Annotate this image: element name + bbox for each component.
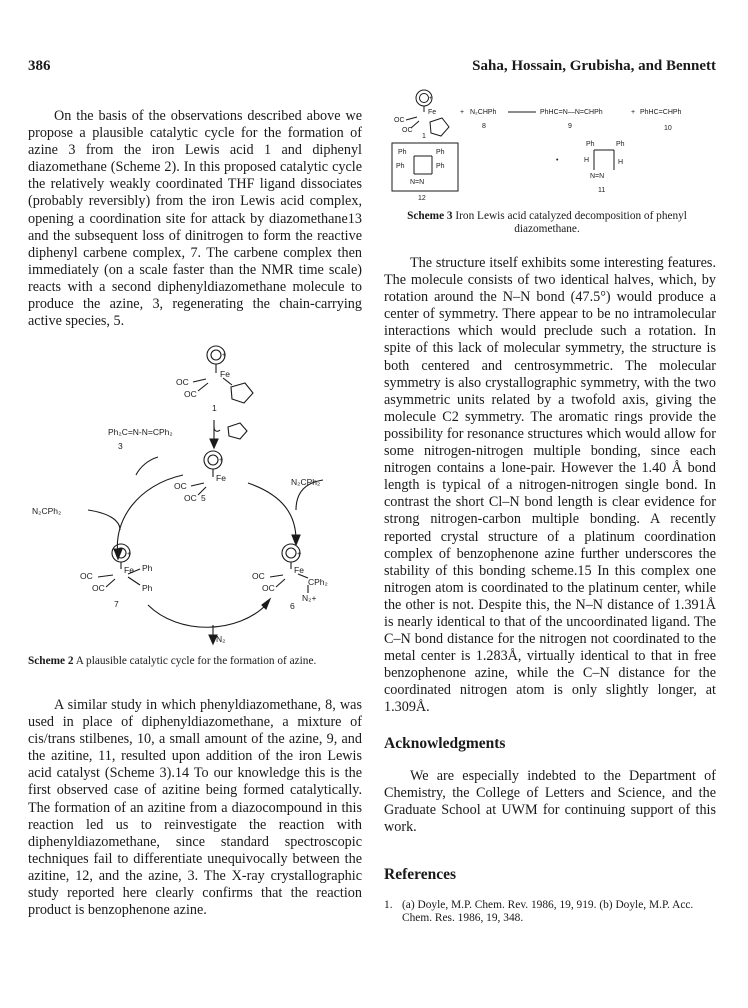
stilbene-formula: PhHC=CHPh bbox=[640, 109, 682, 116]
charge-label: + bbox=[219, 457, 224, 464]
caption-text: Iron Lewis acid catalyzed decomposition of phenyl diazomethane. bbox=[455, 210, 687, 235]
plus-sign: + bbox=[631, 109, 636, 116]
compound-number: 7 bbox=[114, 599, 119, 609]
right-column-top bbox=[384, 255, 716, 717]
nn-bond-label: N=N bbox=[410, 179, 425, 186]
paragraph-phenyldiazomethane: A similar study in which phenyldiazomethane, 8, was used in place of diphenyldiazomethane, a mixture of cis/trans stilbenes, 10, a small amount of the azine, 9, and the azitine, 11, resulted upon addition of the iron Lewis acid catalyst (Scheme 3).14 To our knowledge this is the first observed case of azitine being formed catalytically. The formation of an azitine from a diazocompound in this reaction led us to reinvestigate the reaction with diphenyldiazomethane, since standard spectroscopic techniques fail to differentiate unequivocally between the azitine, 12, and the azine, 3. The X-ray crystallographic study reported here clearly confirms that the reaction product is benzophenone azine. bbox=[28, 697, 362, 919]
paragraph-acknowledgments: We are especially indebted to the Department of Chemistry, the College of Letters and Science, and the Graduate School at UWM for continuing support of this work. bbox=[384, 768, 716, 836]
references-list bbox=[384, 899, 716, 925]
phenyl-label: Ph bbox=[398, 149, 407, 156]
left-column-bottom bbox=[28, 697, 362, 919]
caption-label: Scheme 2 bbox=[28, 655, 74, 667]
page-number: 386 bbox=[28, 58, 51, 74]
phenyl-label: Ph bbox=[142, 563, 153, 573]
compound-number: 1 bbox=[422, 133, 426, 140]
phenyl-label: Ph bbox=[142, 583, 153, 593]
co-label: OC bbox=[174, 481, 187, 491]
phenyl-label: Ph bbox=[396, 163, 405, 170]
charge-label: + bbox=[222, 352, 227, 359]
carbon-label: CPh₂ bbox=[308, 577, 328, 587]
phenyl-label: Ph bbox=[436, 149, 445, 156]
compound-number: 11 bbox=[598, 187, 606, 194]
acknowledgments-section bbox=[384, 768, 716, 836]
paragraph-catalytic-cycle: On the basis of the observations described above we propose a plausible catalytic cycle for the formation of azine 3 from the iron Lewis acid 1 and diphenyl diazomethane (Scheme 2). In this proposed catalytic cycle the relatively weakly coordinated THF ligand dissociates (probably reversibly) from the iron Lewis acid complex, opening a coordination site for attack by diazomethane13 and the subsequent loss of dinitrogen to form the reactive diphenyl carbene complex, 7. The carbene complex then immediately (on a scale faster than the NMR time scale) reacts with a second diphenyldiazomethane molecule to produce the azine, 3, regenerating the chain-carrying active species, 5. bbox=[28, 108, 362, 330]
reference-number: 1. bbox=[384, 899, 393, 911]
azine-formula: Ph₂C=N-N=CPh₂ bbox=[108, 427, 173, 437]
acknowledgments-heading: Acknowledgments bbox=[384, 735, 506, 752]
reference-text: (a) Doyle, M.P. Chem. Rev. 1986, 19, 919. (b) Doyle, M.P. Acc. Chem. Res. 1986, 19, 348. bbox=[402, 899, 694, 924]
compound-number: 10 bbox=[664, 125, 672, 132]
scheme-2-figure bbox=[28, 335, 368, 650]
scheme-2-caption bbox=[28, 655, 368, 668]
phenyl-label: Ph bbox=[436, 163, 445, 170]
co-label: OC bbox=[184, 389, 197, 399]
dinitrogen-label: N₂+ bbox=[302, 593, 317, 603]
reagent-formula: N₂CPh₂ bbox=[32, 506, 62, 516]
references-heading: References bbox=[384, 866, 457, 883]
compound-number: 1 bbox=[212, 403, 217, 413]
hydrogen-label: H bbox=[618, 159, 624, 166]
paragraph-structure: The structure itself exhibits some interesting features. The molecule consists of two identical halves, which, by rotation around the N–N bond (47.5°) would produce a center of symmetry. There appear to be no intramolecular interactions which would preclude such a rotation. In spite of this lack of molecular symmetry, the structure is both centered and centrosymmetric. The molecular symmetry is also crystallographic symmetry, with the two asymmetric units related by a twofold axis, giving the molecule C2 symmetry. The aromatic rings provide the possibility for resonance structures which would allow for some nitrogen-nitrogen multiple bonding, since each nitrogen contains a lone-pair. However the 1.40 Å bond length is typical of a nitrogen-nitrogen single bond. In contrast the short Cl–N bond length is clear evidence for strong nitrogen-carbon multiple bonding. A recently reported crystal structure of a platinum coordination complex of benzophenone azine further underscores the stability of this bonding scheme.15 In this complex one nitrogen atom is coordinated to the platinum center, while the other is not. Despite this, the N–N distance of 1.391Å is nearly identical to that of the uncoordinated ligand. The C–N bond distance for the nitrogen not coordinated to the metal center is 1.283Å, virtually identical to that in free benzophenone azine, while the C–N distance for the coordinated nitrogen atom is only slightly longer, at 1.309Å. bbox=[384, 255, 716, 716]
reagent-formula: N₂CHPh bbox=[470, 109, 497, 116]
caption-text: A plausible catalytic cycle for the formation of azine. bbox=[75, 655, 317, 667]
fe-label: Fe bbox=[220, 369, 230, 379]
dinitrogen-label: N₂ bbox=[216, 634, 226, 644]
caption-label: Scheme 3 bbox=[407, 210, 453, 222]
thf-ring-icon bbox=[430, 118, 449, 136]
reference-item bbox=[384, 899, 716, 925]
phenyl-label: Ph bbox=[616, 141, 625, 148]
co-label: OC bbox=[80, 571, 93, 581]
co-label: OC bbox=[394, 117, 405, 124]
charge-label: + bbox=[127, 551, 132, 558]
azine-formula: PhHC=N—N=CHPh bbox=[540, 109, 603, 116]
fe-label: Fe bbox=[216, 473, 226, 483]
nn-bond-label: N=N bbox=[590, 173, 605, 180]
compound-number: 5 bbox=[201, 493, 206, 503]
compound-number: 9 bbox=[568, 123, 572, 130]
charge-label: + bbox=[429, 96, 433, 102]
scheme-3-figure bbox=[384, 86, 716, 206]
plus-sign: + bbox=[460, 109, 465, 116]
running-header-authors: Saha, Hossain, Grubisha, and Bennett bbox=[472, 58, 716, 74]
co-label: OC bbox=[402, 127, 413, 134]
fe-label: Fe bbox=[294, 565, 304, 575]
fe-label: Fe bbox=[428, 109, 437, 116]
compound-number: 8 bbox=[482, 123, 486, 130]
compound-number: 12 bbox=[418, 195, 426, 202]
reagent-formula: N₂CPh₂ bbox=[291, 477, 321, 487]
co-label: OC bbox=[252, 571, 265, 581]
thf-ring-icon bbox=[231, 383, 253, 403]
co-label: OC bbox=[92, 583, 105, 593]
compound-number: 3 bbox=[118, 441, 123, 451]
fe-label: Fe bbox=[124, 565, 134, 575]
phenyl-label: Ph bbox=[586, 141, 595, 148]
hydrogen-label: H bbox=[584, 157, 590, 164]
co-label: OC bbox=[262, 583, 275, 593]
compound-number: 6 bbox=[290, 601, 295, 611]
scheme-3-caption bbox=[392, 210, 702, 236]
bullet-mark: • bbox=[556, 157, 559, 164]
left-column-top bbox=[28, 108, 362, 330]
co-label: OC bbox=[176, 377, 189, 387]
charge-label: + bbox=[297, 551, 302, 558]
co-label: OC bbox=[184, 493, 197, 503]
